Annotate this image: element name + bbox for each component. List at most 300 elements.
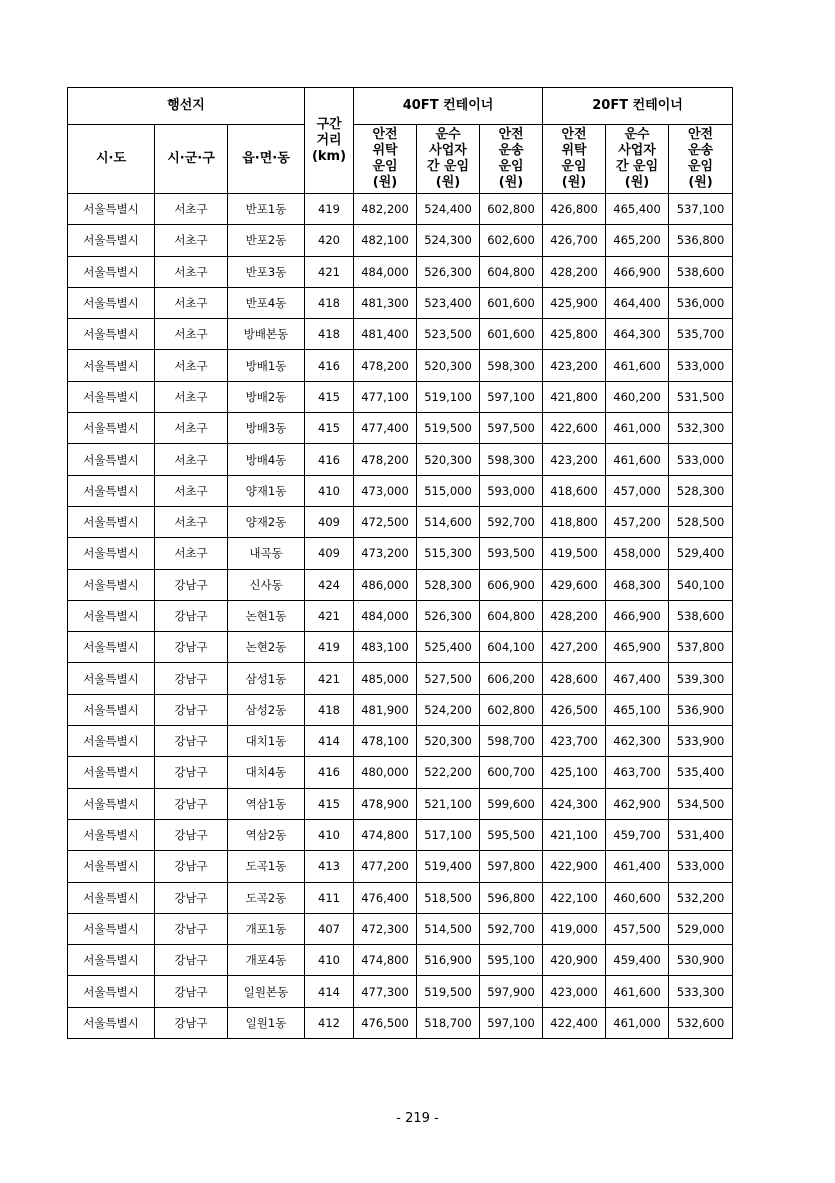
cell-40ft-carrier-rate: 519,500 <box>417 413 480 444</box>
cell-20ft-safe-transport: 537,100 <box>669 194 733 225</box>
table-row <box>68 945 733 976</box>
cell-sigungu: 서초구 <box>155 444 228 475</box>
cell-40ft-carrier-rate: 520,300 <box>417 350 480 381</box>
cell-dong: 반포2동 <box>228 225 305 256</box>
cell-sido: 서울특별시 <box>68 506 155 537</box>
cell-distance: 409 <box>305 538 354 569</box>
cell-40ft-safe-consign: 484,000 <box>354 256 417 287</box>
cell-dong: 방배1동 <box>228 350 305 381</box>
cell-sigungu: 강남구 <box>155 819 228 850</box>
header-20ft-safe-consign: 안전 위탁 운임 (원) <box>543 125 606 194</box>
cell-sigungu: 서초구 <box>155 194 228 225</box>
table-row <box>68 788 733 819</box>
cell-dong: 일원본동 <box>228 976 305 1007</box>
cell-dong: 역삼1동 <box>228 788 305 819</box>
cell-20ft-safe-consign: 428,200 <box>543 256 606 287</box>
cell-40ft-safe-transport: 597,100 <box>480 1007 543 1038</box>
cell-20ft-safe-consign: 423,700 <box>543 726 606 757</box>
header-20ft: 20FT 컨테이너 <box>543 88 733 125</box>
cell-20ft-safe-transport: 531,500 <box>669 381 733 412</box>
cell-40ft-safe-consign: 473,200 <box>354 538 417 569</box>
cell-20ft-safe-transport: 535,700 <box>669 319 733 350</box>
cell-sigungu: 서초구 <box>155 506 228 537</box>
table-row <box>68 882 733 913</box>
cell-20ft-carrier-rate: 464,400 <box>606 287 669 318</box>
cell-40ft-safe-consign: 480,000 <box>354 757 417 788</box>
cell-sido: 서울특별시 <box>68 726 155 757</box>
cell-sido: 서울특별시 <box>68 945 155 976</box>
cell-20ft-safe-transport: 540,100 <box>669 569 733 600</box>
cell-20ft-safe-transport: 528,500 <box>669 506 733 537</box>
cell-distance: 418 <box>305 319 354 350</box>
cell-40ft-carrier-rate: 514,600 <box>417 506 480 537</box>
table-row <box>68 538 733 569</box>
cell-dong: 일원1동 <box>228 1007 305 1038</box>
cell-20ft-safe-transport: 537,800 <box>669 632 733 663</box>
cell-distance: 414 <box>305 976 354 1007</box>
cell-sido: 서울특별시 <box>68 413 155 444</box>
header-40ft-safe-consign: 안전 위탁 운임 (원) <box>354 125 417 194</box>
cell-40ft-carrier-rate: 524,300 <box>417 225 480 256</box>
cell-sido: 서울특별시 <box>68 600 155 631</box>
cell-dong: 역삼2동 <box>228 819 305 850</box>
cell-sido: 서울특별시 <box>68 350 155 381</box>
cell-40ft-safe-transport: 599,600 <box>480 788 543 819</box>
cell-40ft-safe-transport: 597,800 <box>480 851 543 882</box>
cell-sido: 서울특별시 <box>68 694 155 725</box>
cell-20ft-safe-consign: 426,800 <box>543 194 606 225</box>
cell-20ft-safe-consign: 423,200 <box>543 350 606 381</box>
cell-40ft-carrier-rate: 514,500 <box>417 913 480 944</box>
table-row <box>68 413 733 444</box>
freight-rate-table <box>67 87 733 1039</box>
cell-sigungu: 강남구 <box>155 600 228 631</box>
table-row <box>68 632 733 663</box>
cell-40ft-carrier-rate: 526,300 <box>417 600 480 631</box>
header-distance: 구간 거리 (km) <box>305 88 354 194</box>
cell-40ft-safe-consign: 477,300 <box>354 976 417 1007</box>
cell-20ft-safe-transport: 536,900 <box>669 694 733 725</box>
cell-sido: 서울특별시 <box>68 287 155 318</box>
cell-sigungu: 강남구 <box>155 663 228 694</box>
cell-40ft-safe-consign: 481,400 <box>354 319 417 350</box>
table-row <box>68 225 733 256</box>
cell-20ft-safe-consign: 425,800 <box>543 319 606 350</box>
cell-20ft-safe-transport: 533,900 <box>669 726 733 757</box>
cell-dong: 대치4동 <box>228 757 305 788</box>
cell-sido: 서울특별시 <box>68 194 155 225</box>
table-row <box>68 475 733 506</box>
cell-distance: 415 <box>305 381 354 412</box>
cell-40ft-safe-consign: 483,100 <box>354 632 417 663</box>
cell-20ft-carrier-rate: 461,600 <box>606 976 669 1007</box>
table-row <box>68 851 733 882</box>
cell-sido: 서울특별시 <box>68 851 155 882</box>
cell-20ft-carrier-rate: 457,500 <box>606 913 669 944</box>
cell-40ft-safe-transport: 592,700 <box>480 913 543 944</box>
cell-distance: 424 <box>305 569 354 600</box>
cell-20ft-carrier-rate: 466,900 <box>606 600 669 631</box>
cell-sigungu: 서초구 <box>155 350 228 381</box>
cell-dong: 논현1동 <box>228 600 305 631</box>
cell-40ft-safe-transport: 598,300 <box>480 444 543 475</box>
cell-20ft-carrier-rate: 460,200 <box>606 381 669 412</box>
cell-40ft-carrier-rate: 517,100 <box>417 819 480 850</box>
cell-sigungu: 강남구 <box>155 632 228 663</box>
cell-20ft-carrier-rate: 461,400 <box>606 851 669 882</box>
cell-20ft-safe-transport: 533,000 <box>669 851 733 882</box>
table-row <box>68 444 733 475</box>
cell-distance: 419 <box>305 194 354 225</box>
cell-40ft-safe-transport: 601,600 <box>480 287 543 318</box>
cell-40ft-carrier-rate: 527,500 <box>417 663 480 694</box>
cell-sigungu: 강남구 <box>155 726 228 757</box>
cell-20ft-safe-consign: 422,900 <box>543 851 606 882</box>
cell-20ft-safe-transport: 538,600 <box>669 600 733 631</box>
cell-dong: 삼성2동 <box>228 694 305 725</box>
cell-40ft-carrier-rate: 515,300 <box>417 538 480 569</box>
table-row <box>68 350 733 381</box>
cell-40ft-safe-transport: 598,300 <box>480 350 543 381</box>
cell-20ft-carrier-rate: 461,000 <box>606 413 669 444</box>
cell-sido: 서울특별시 <box>68 976 155 1007</box>
header-40ft: 40FT 컨테이너 <box>354 88 543 125</box>
cell-40ft-safe-consign: 476,400 <box>354 882 417 913</box>
cell-40ft-safe-transport: 597,100 <box>480 381 543 412</box>
cell-dong: 양재2동 <box>228 506 305 537</box>
cell-40ft-safe-consign: 472,300 <box>354 913 417 944</box>
cell-20ft-safe-consign: 423,000 <box>543 976 606 1007</box>
cell-40ft-safe-transport: 602,800 <box>480 194 543 225</box>
cell-40ft-safe-consign: 481,900 <box>354 694 417 725</box>
cell-20ft-safe-consign: 428,600 <box>543 663 606 694</box>
cell-sigungu: 서초구 <box>155 287 228 318</box>
cell-40ft-carrier-rate: 515,000 <box>417 475 480 506</box>
cell-dong: 방배2동 <box>228 381 305 412</box>
cell-40ft-safe-consign: 474,800 <box>354 945 417 976</box>
cell-40ft-carrier-rate: 518,500 <box>417 882 480 913</box>
cell-distance: 418 <box>305 287 354 318</box>
cell-40ft-carrier-rate: 522,200 <box>417 757 480 788</box>
cell-40ft-safe-consign: 473,000 <box>354 475 417 506</box>
cell-40ft-safe-transport: 601,600 <box>480 319 543 350</box>
cell-dong: 내곡동 <box>228 538 305 569</box>
cell-dong: 반포3동 <box>228 256 305 287</box>
cell-dong: 반포4동 <box>228 287 305 318</box>
cell-40ft-safe-transport: 598,700 <box>480 726 543 757</box>
cell-distance: 414 <box>305 726 354 757</box>
cell-20ft-safe-consign: 426,500 <box>543 694 606 725</box>
cell-40ft-safe-consign: 482,200 <box>354 194 417 225</box>
cell-40ft-safe-transport: 592,700 <box>480 506 543 537</box>
cell-distance: 410 <box>305 819 354 850</box>
table-row <box>68 194 733 225</box>
table-row <box>68 976 733 1007</box>
cell-40ft-safe-transport: 602,600 <box>480 225 543 256</box>
table-body <box>68 194 733 1039</box>
cell-dong: 방배4동 <box>228 444 305 475</box>
cell-dong: 논현2동 <box>228 632 305 663</box>
cell-40ft-safe-transport: 600,700 <box>480 757 543 788</box>
cell-40ft-safe-consign: 485,000 <box>354 663 417 694</box>
cell-20ft-safe-consign: 422,600 <box>543 413 606 444</box>
cell-dong: 개포1동 <box>228 913 305 944</box>
cell-dong: 도곡1동 <box>228 851 305 882</box>
cell-20ft-carrier-rate: 462,300 <box>606 726 669 757</box>
cell-20ft-carrier-rate: 458,000 <box>606 538 669 569</box>
cell-20ft-safe-consign: 418,600 <box>543 475 606 506</box>
cell-40ft-safe-transport: 602,800 <box>480 694 543 725</box>
cell-distance: 413 <box>305 851 354 882</box>
cell-sigungu: 서초구 <box>155 381 228 412</box>
cell-40ft-carrier-rate: 528,300 <box>417 569 480 600</box>
cell-40ft-safe-consign: 478,200 <box>354 444 417 475</box>
table-row <box>68 1007 733 1038</box>
cell-20ft-carrier-rate: 467,400 <box>606 663 669 694</box>
table-row <box>68 694 733 725</box>
cell-sigungu: 서초구 <box>155 319 228 350</box>
cell-sido: 서울특별시 <box>68 569 155 600</box>
cell-dong: 반포1동 <box>228 194 305 225</box>
cell-20ft-safe-transport: 529,400 <box>669 538 733 569</box>
cell-20ft-safe-consign: 426,700 <box>543 225 606 256</box>
cell-distance: 416 <box>305 444 354 475</box>
cell-sido: 서울특별시 <box>68 819 155 850</box>
cell-sigungu: 강남구 <box>155 569 228 600</box>
cell-distance: 421 <box>305 256 354 287</box>
cell-dong: 양재1동 <box>228 475 305 506</box>
cell-20ft-safe-transport: 539,300 <box>669 663 733 694</box>
cell-20ft-safe-transport: 535,400 <box>669 757 733 788</box>
cell-dong: 대치1동 <box>228 726 305 757</box>
cell-40ft-safe-consign: 474,800 <box>354 819 417 850</box>
cell-40ft-safe-consign: 478,200 <box>354 350 417 381</box>
table-row <box>68 287 733 318</box>
cell-20ft-safe-transport: 536,000 <box>669 287 733 318</box>
cell-20ft-carrier-rate: 461,600 <box>606 444 669 475</box>
table-row <box>68 726 733 757</box>
cell-distance: 418 <box>305 694 354 725</box>
cell-40ft-carrier-rate: 526,300 <box>417 256 480 287</box>
cell-40ft-carrier-rate: 524,200 <box>417 694 480 725</box>
table-row <box>68 506 733 537</box>
cell-20ft-carrier-rate: 466,900 <box>606 256 669 287</box>
cell-20ft-safe-consign: 420,900 <box>543 945 606 976</box>
header-sigungu: 시·군·구 <box>155 125 228 194</box>
cell-40ft-safe-consign: 482,100 <box>354 225 417 256</box>
cell-20ft-safe-transport: 530,900 <box>669 945 733 976</box>
cell-40ft-carrier-rate: 523,500 <box>417 319 480 350</box>
cell-distance: 415 <box>305 788 354 819</box>
cell-sigungu: 서초구 <box>155 538 228 569</box>
cell-20ft-safe-transport: 532,600 <box>669 1007 733 1038</box>
header-40ft-safe-transport: 안전 운송 운임 (원) <box>480 125 543 194</box>
cell-40ft-carrier-rate: 520,300 <box>417 726 480 757</box>
table-row <box>68 757 733 788</box>
cell-20ft-safe-consign: 423,200 <box>543 444 606 475</box>
cell-sigungu: 강남구 <box>155 851 228 882</box>
cell-sido: 서울특별시 <box>68 319 155 350</box>
cell-20ft-safe-transport: 533,300 <box>669 976 733 1007</box>
header-20ft-safe-transport: 안전 운송 운임 (원) <box>669 125 733 194</box>
cell-sido: 서울특별시 <box>68 475 155 506</box>
cell-40ft-safe-transport: 596,800 <box>480 882 543 913</box>
cell-40ft-safe-consign: 472,500 <box>354 506 417 537</box>
cell-40ft-carrier-rate: 519,100 <box>417 381 480 412</box>
cell-sigungu: 서초구 <box>155 475 228 506</box>
cell-20ft-safe-consign: 424,300 <box>543 788 606 819</box>
cell-20ft-carrier-rate: 461,000 <box>606 1007 669 1038</box>
cell-20ft-safe-consign: 421,100 <box>543 819 606 850</box>
cell-20ft-safe-consign: 429,600 <box>543 569 606 600</box>
cell-sigungu: 강남구 <box>155 694 228 725</box>
cell-40ft-carrier-rate: 519,400 <box>417 851 480 882</box>
cell-sido: 서울특별시 <box>68 882 155 913</box>
page-number: - 219 - <box>396 1111 439 1126</box>
cell-20ft-safe-consign: 425,900 <box>543 287 606 318</box>
cell-40ft-carrier-rate: 519,500 <box>417 976 480 1007</box>
header-sido: 시·도 <box>68 125 155 194</box>
cell-distance: 421 <box>305 663 354 694</box>
cell-20ft-safe-consign: 419,500 <box>543 538 606 569</box>
cell-20ft-safe-transport: 538,600 <box>669 256 733 287</box>
header-20ft-carrier-rate: 운수 사업자 간 운임 (원) <box>606 125 669 194</box>
cell-sido: 서울특별시 <box>68 444 155 475</box>
header-dong: 읍·면·동 <box>228 125 305 194</box>
cell-40ft-safe-transport: 597,900 <box>480 976 543 1007</box>
cell-20ft-carrier-rate: 463,700 <box>606 757 669 788</box>
cell-20ft-carrier-rate: 465,200 <box>606 225 669 256</box>
cell-20ft-carrier-rate: 457,000 <box>606 475 669 506</box>
cell-40ft-carrier-rate: 524,400 <box>417 194 480 225</box>
cell-sigungu: 서초구 <box>155 225 228 256</box>
cell-sigungu: 강남구 <box>155 757 228 788</box>
cell-40ft-safe-transport: 604,800 <box>480 256 543 287</box>
cell-20ft-safe-consign: 427,200 <box>543 632 606 663</box>
cell-sido: 서울특별시 <box>68 1007 155 1038</box>
cell-40ft-safe-transport: 597,500 <box>480 413 543 444</box>
cell-20ft-carrier-rate: 465,400 <box>606 194 669 225</box>
cell-sido: 서울특별시 <box>68 381 155 412</box>
cell-40ft-carrier-rate: 523,400 <box>417 287 480 318</box>
cell-distance: 410 <box>305 475 354 506</box>
cell-40ft-safe-transport: 593,000 <box>480 475 543 506</box>
cell-sigungu: 강남구 <box>155 788 228 819</box>
cell-dong: 삼성1동 <box>228 663 305 694</box>
cell-40ft-safe-consign: 477,400 <box>354 413 417 444</box>
cell-distance: 412 <box>305 1007 354 1038</box>
cell-distance: 421 <box>305 600 354 631</box>
cell-40ft-safe-consign: 486,000 <box>354 569 417 600</box>
cell-40ft-safe-consign: 477,200 <box>354 851 417 882</box>
cell-20ft-safe-consign: 422,100 <box>543 882 606 913</box>
cell-20ft-carrier-rate: 468,300 <box>606 569 669 600</box>
cell-20ft-carrier-rate: 465,100 <box>606 694 669 725</box>
cell-sido: 서울특별시 <box>68 538 155 569</box>
cell-20ft-safe-transport: 536,800 <box>669 225 733 256</box>
cell-20ft-carrier-rate: 465,900 <box>606 632 669 663</box>
cell-20ft-carrier-rate: 464,300 <box>606 319 669 350</box>
cell-dong: 방배3동 <box>228 413 305 444</box>
cell-40ft-safe-consign: 484,000 <box>354 600 417 631</box>
cell-dong: 신사동 <box>228 569 305 600</box>
cell-sigungu: 서초구 <box>155 413 228 444</box>
cell-20ft-safe-transport: 532,200 <box>669 882 733 913</box>
cell-sido: 서울특별시 <box>68 256 155 287</box>
table-row <box>68 600 733 631</box>
cell-40ft-safe-consign: 478,900 <box>354 788 417 819</box>
cell-distance: 416 <box>305 757 354 788</box>
cell-20ft-safe-consign: 418,800 <box>543 506 606 537</box>
cell-40ft-safe-transport: 606,900 <box>480 569 543 600</box>
cell-40ft-safe-transport: 606,200 <box>480 663 543 694</box>
cell-20ft-carrier-rate: 459,400 <box>606 945 669 976</box>
cell-sido: 서울특별시 <box>68 632 155 663</box>
cell-20ft-safe-consign: 425,100 <box>543 757 606 788</box>
cell-20ft-carrier-rate: 460,600 <box>606 882 669 913</box>
cell-20ft-safe-transport: 531,400 <box>669 819 733 850</box>
table-row <box>68 819 733 850</box>
cell-40ft-safe-consign: 481,300 <box>354 287 417 318</box>
cell-40ft-carrier-rate: 518,700 <box>417 1007 480 1038</box>
cell-20ft-safe-transport: 533,000 <box>669 444 733 475</box>
cell-20ft-safe-transport: 534,500 <box>669 788 733 819</box>
cell-20ft-carrier-rate: 462,900 <box>606 788 669 819</box>
cell-40ft-carrier-rate: 521,100 <box>417 788 480 819</box>
cell-sigungu: 강남구 <box>155 976 228 1007</box>
cell-20ft-safe-consign: 421,800 <box>543 381 606 412</box>
header-destination: 행선지 <box>68 88 305 125</box>
cell-sigungu: 강남구 <box>155 913 228 944</box>
cell-20ft-carrier-rate: 459,700 <box>606 819 669 850</box>
cell-dong: 개포4동 <box>228 945 305 976</box>
cell-40ft-carrier-rate: 525,400 <box>417 632 480 663</box>
cell-20ft-carrier-rate: 461,600 <box>606 350 669 381</box>
cell-40ft-safe-consign: 478,100 <box>354 726 417 757</box>
cell-20ft-carrier-rate: 457,200 <box>606 506 669 537</box>
cell-sido: 서울특별시 <box>68 788 155 819</box>
cell-40ft-carrier-rate: 520,300 <box>417 444 480 475</box>
cell-distance: 411 <box>305 882 354 913</box>
cell-distance: 419 <box>305 632 354 663</box>
cell-40ft-safe-consign: 476,500 <box>354 1007 417 1038</box>
table-row <box>68 569 733 600</box>
cell-sigungu: 강남구 <box>155 882 228 913</box>
cell-20ft-safe-consign: 422,400 <box>543 1007 606 1038</box>
table-row <box>68 381 733 412</box>
cell-40ft-carrier-rate: 516,900 <box>417 945 480 976</box>
header-40ft-carrier-rate: 운수 사업자 간 운임 (원) <box>417 125 480 194</box>
cell-distance: 410 <box>305 945 354 976</box>
cell-40ft-safe-transport: 604,800 <box>480 600 543 631</box>
cell-distance: 420 <box>305 225 354 256</box>
table-row <box>68 319 733 350</box>
cell-sido: 서울특별시 <box>68 913 155 944</box>
cell-sigungu: 서초구 <box>155 256 228 287</box>
cell-sigungu: 강남구 <box>155 1007 228 1038</box>
cell-20ft-safe-transport: 532,300 <box>669 413 733 444</box>
cell-sido: 서울특별시 <box>68 757 155 788</box>
cell-40ft-safe-transport: 593,500 <box>480 538 543 569</box>
cell-20ft-safe-transport: 533,000 <box>669 350 733 381</box>
cell-distance: 415 <box>305 413 354 444</box>
cell-40ft-safe-consign: 477,100 <box>354 381 417 412</box>
cell-dong: 방배본동 <box>228 319 305 350</box>
cell-20ft-safe-consign: 428,200 <box>543 600 606 631</box>
cell-sido: 서울특별시 <box>68 663 155 694</box>
table-row <box>68 913 733 944</box>
cell-dong: 도곡2동 <box>228 882 305 913</box>
